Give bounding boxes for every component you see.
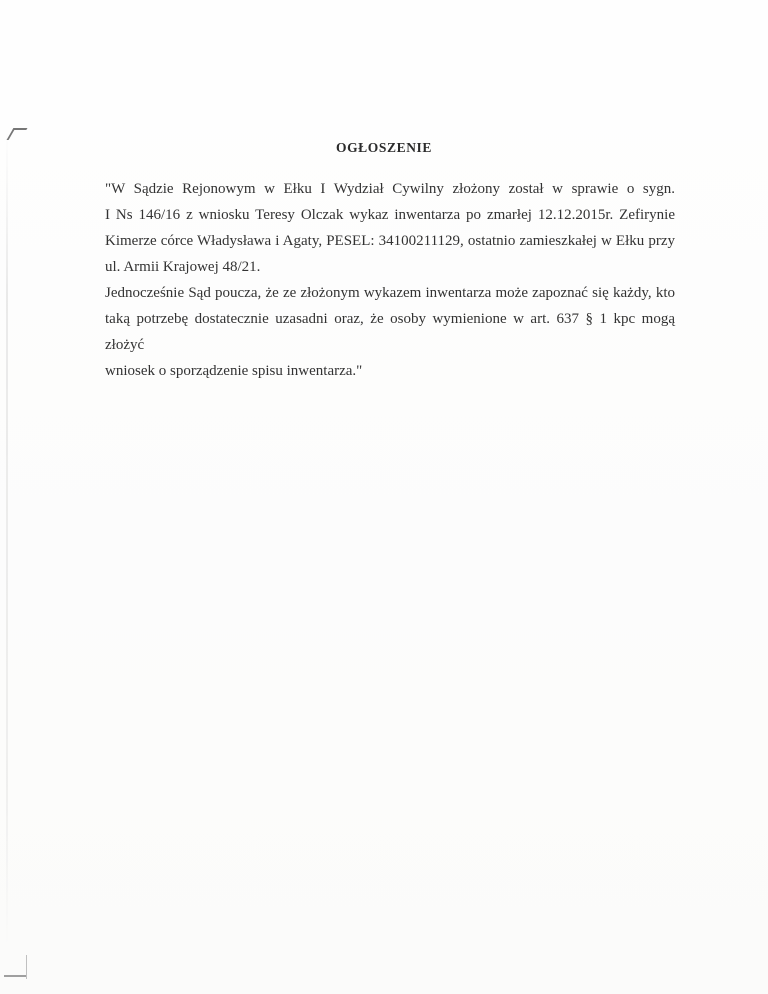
body-line-4: ul. Armii Krajowej 48/21. (105, 259, 261, 275)
document-title: OGŁOSZENIE (335, 140, 433, 155)
body-line-2: I Ns 146/16 z wniosku Teresy Olczak wykaz inwentarza po zmarłej 12.12.2015r. Zefirynie (105, 207, 675, 223)
body-line-1: "W Sądzie Rejonowym w Ełku I Wydział Cywilny złożony został w sprawie o sygn. (105, 181, 675, 197)
body-line-3: Kimerze córce Władysława i Agaty, PESEL: 34100211129, ostatnio zamieszkałej w Ełku przy (105, 233, 675, 249)
scan-tick-mark (26, 955, 27, 979)
announcement-body (105, 176, 675, 384)
body-line-7: wniosek o sporządzenie spisu inwentarza." (105, 363, 363, 379)
scan-edge-shadow (6, 130, 8, 950)
scan-corner-mark (7, 128, 28, 140)
body-line-6: taką potrzebę dostatecznie uzasadni oraz, że osoby wymienione w art. 637 § 1 kpc mogą złożyć (105, 311, 675, 353)
body-line-5: Jednocześnie Sąd poucza, że ze złożonym wykazem inwentarza może zapoznać się każdy, kto (105, 285, 675, 301)
scan-bottom-mark (4, 975, 26, 977)
